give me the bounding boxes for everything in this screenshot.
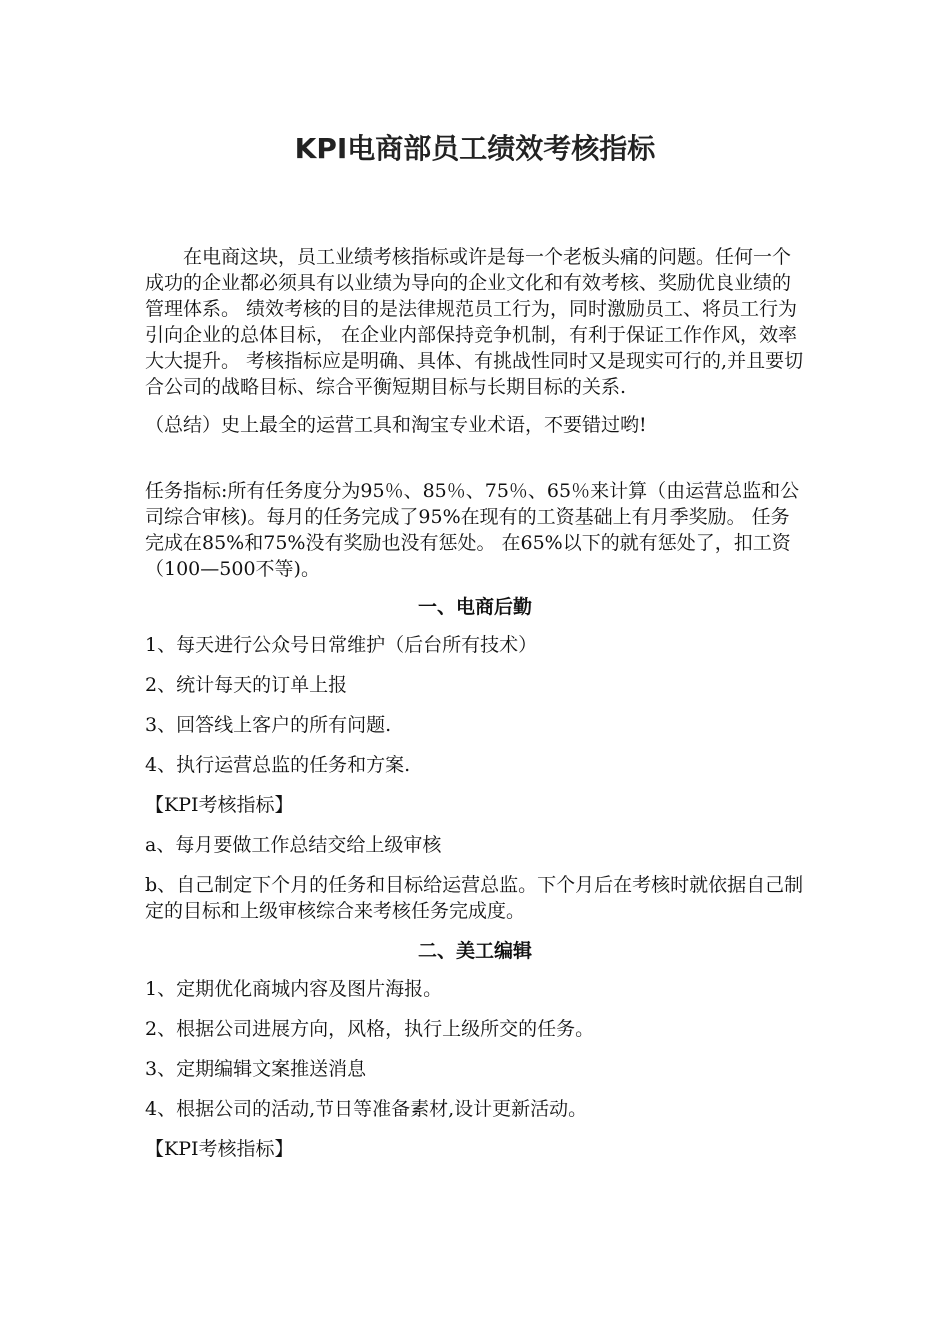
list-item: 1、每天进行公众号日常维护（后台所有技术） — [145, 634, 538, 656]
list-item: 1、定期优化商城内容及图片海报。 — [145, 978, 443, 1000]
list-item: 3、回答线上客户的所有问题. — [145, 714, 392, 736]
list-item: 4、执行运营总监的任务和方案. — [145, 754, 411, 776]
document-body — [145, 244, 805, 1176]
kpi-label: 【KPI考核指标】 — [145, 1138, 294, 1160]
intro-paragraph: 在电商这块，员工业绩考核指标或许是每一个老板头痛的问题。任何一个成功的企业都必须具有以业绩为导向的企业文化和有效考核、奖励优良业绩的管理体系。 绩效考核的目的是法律规范员工行为，同时激励员工、将员工行为引向企业的总体目标， 在企业内部保持竞争机制，有利于保证工作作风，效率大大提升。 考核指标应是明确、具体、有挑战性同时又是现实可行的,并且要切合公司的战略目标、综合平衡短期目标与长期目标的关系. — [145, 246, 804, 398]
list-item: 2、根据公司进展方向，风格，执行上级所交的任务。 — [145, 1018, 595, 1040]
list-item: a、每月要做工作总结交给上级审核 — [145, 834, 442, 856]
list-item: 2、统计每天的订单上报 — [145, 674, 348, 696]
list-item: 4、根据公司的活动,节日等准备素材,设计更新活动。 — [145, 1098, 588, 1120]
kpi-label: 【KPI考核指标】 — [145, 794, 294, 816]
list-item: 3、定期编辑文案推送消息 — [145, 1058, 367, 1080]
section-heading: 一、电商后勤 — [417, 596, 532, 618]
document-title: KPI电商部员工绩效考核指标 — [294, 132, 656, 165]
task-paragraph: 任务指标:所有任务度分为95％、85％、75％、65％来计算（由运营总监和公司综合审核)。每月的任务完成了95%在现有的工资基础上有月季奖励。 任务完成在85%和75%没有奖励也没有惩处。 在65%以下的就有惩处了，扣工资（100—500不等)。 — [145, 480, 800, 580]
section-heading: 二、美工编辑 — [417, 940, 532, 962]
summary-line: （总结）史上最全的运营工具和淘宝专业术语，不要错过哟! — [145, 414, 647, 436]
list-item: b、自己制定下个月的任务和目标给运营总监。下个月后在考核时就依据自己制定的目标和上级审核综合来考核任务完成度。 — [145, 874, 804, 922]
